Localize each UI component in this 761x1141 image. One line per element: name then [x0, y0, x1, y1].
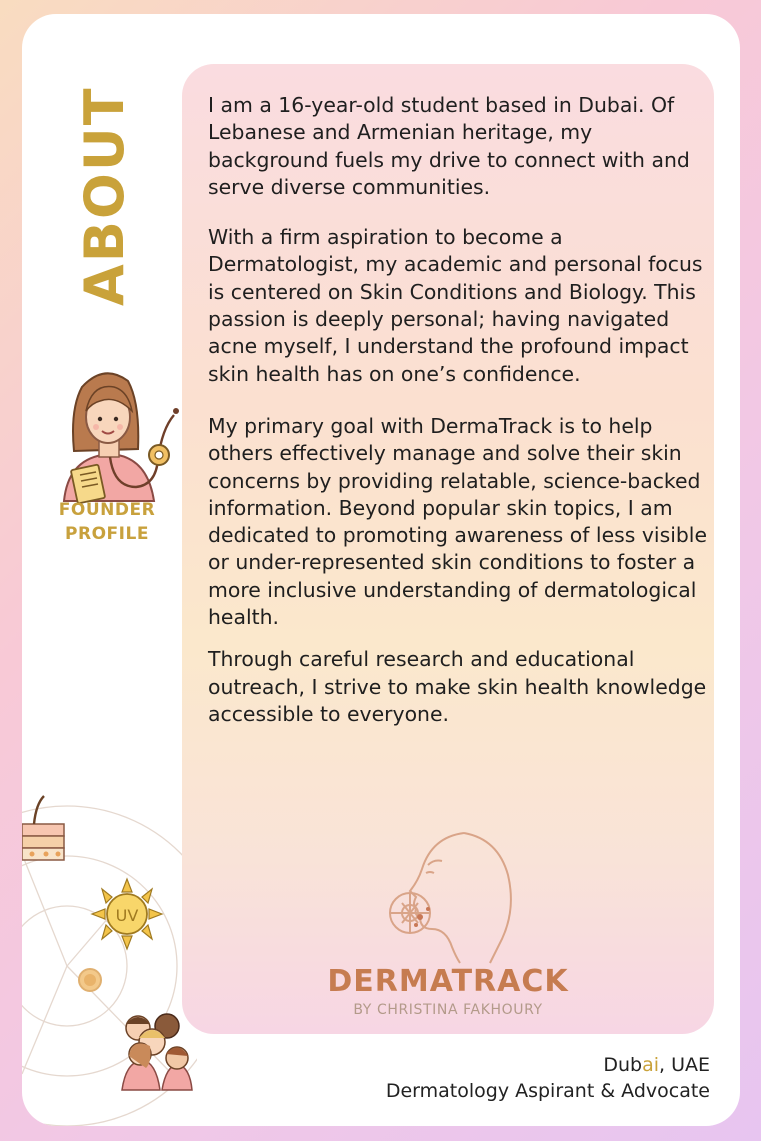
- about-card: [22, 14, 740, 1126]
- footer-city-part3: , UAE: [659, 1054, 710, 1076]
- skin-layer-icon: [22, 796, 64, 860]
- bio-paragraph-2: With a firm aspiration to become a Dermatologist, my academic and personal focus is centered on Skin Conditions and Biology. This passion is deeply personal; having navigated acne myself, I understand the profound impact skin health has on one’s confidence.: [208, 225, 703, 386]
- footer: [386, 1052, 710, 1104]
- bio-paragraph-4: Through careful research and educational outreach, I strive to make skin health knowledge accessible to everyone.: [208, 647, 707, 726]
- footer-city-part1: Dub: [603, 1054, 643, 1076]
- bio-paragraph-3: My primary goal with DermaTrack is to help others effectively manage and solve their skin concerns by providing relatable, science-backed information. Beyond popular skin topics, I am dedicated to promoting awareness of less visible or under-represented skin conditions to foster a more inclusive understanding of dermatological health.: [208, 413, 708, 630]
- founder-avatar-icon: [44, 359, 194, 509]
- face-profile-logo-icon: [372, 829, 522, 964]
- founder-profile-label: [32, 498, 182, 546]
- bio-panel: [182, 64, 714, 1034]
- decorative-network: [22, 774, 197, 1126]
- uv-label: UV: [115, 906, 139, 925]
- footer-role: Dermatology Aspirant & Advocate: [385, 1080, 710, 1102]
- founder-label-line2: PROFILE: [65, 524, 149, 544]
- about-heading: ABOUT: [73, 86, 136, 306]
- brand-byline: BY CHRISTINA FAKHOURY: [353, 1002, 543, 1018]
- founder-label-line1: FOUNDER: [58, 500, 156, 520]
- footer-location: [386, 1052, 710, 1078]
- brand-name: DERMATRACK: [327, 964, 569, 999]
- bio-text: [208, 92, 708, 728]
- footer-city-part2: ai: [642, 1054, 659, 1076]
- uv-sun-icon: [92, 879, 162, 949]
- bio-paragraph-1: I am a 16-year-old student based in Dubai. Of Lebanese and Armenian heritage, my background fuels my drive to connect with and serve diverse communities.: [208, 93, 690, 199]
- community-icon: [122, 1014, 192, 1090]
